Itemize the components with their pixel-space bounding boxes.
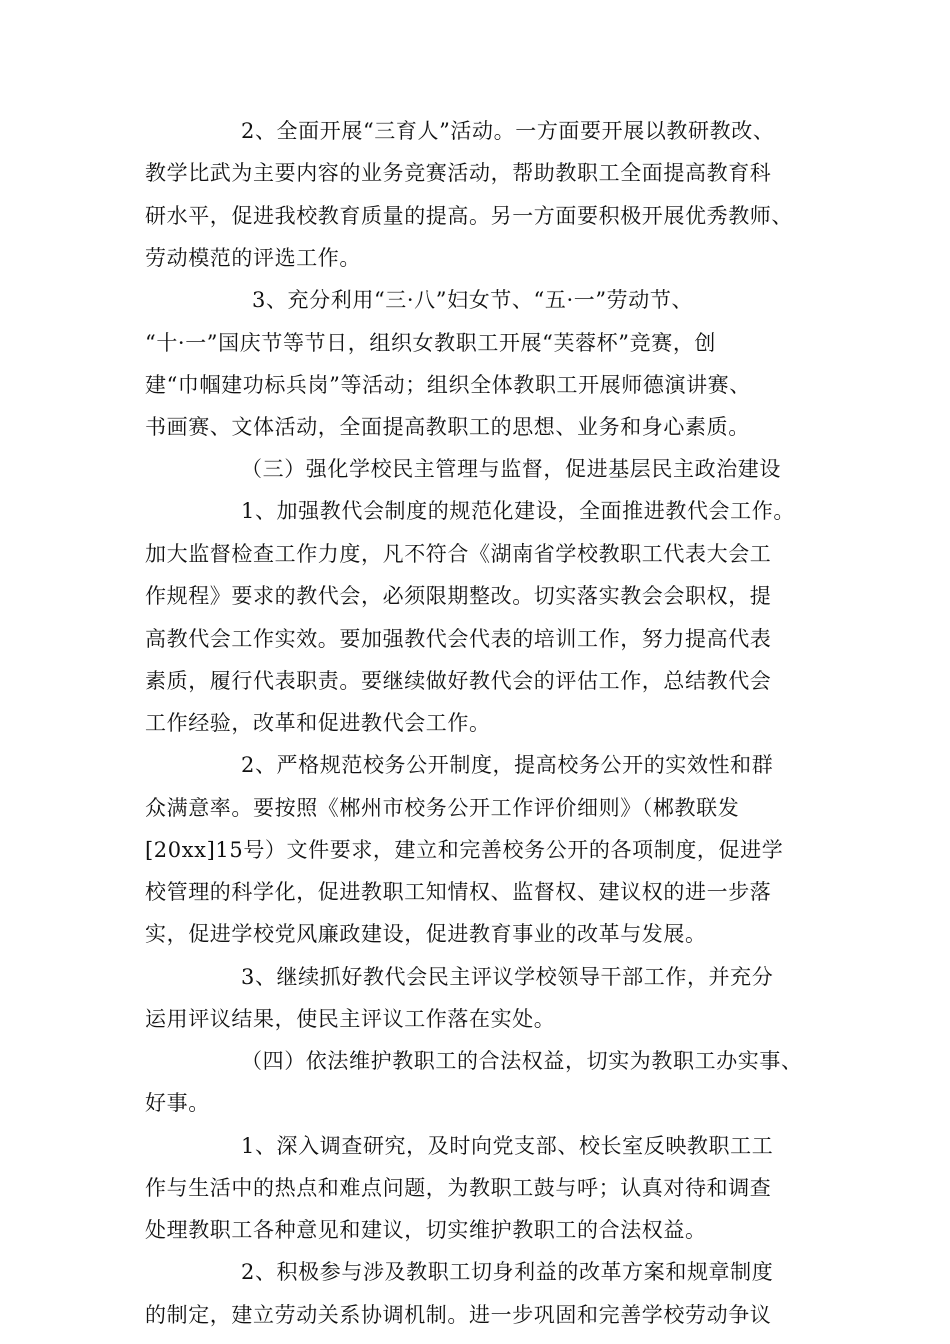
paragraph-line: 书画赛、文体活动，全面提高教职工的思想、业务和身心素质。 bbox=[145, 415, 750, 439]
paragraph-line: 2、全面开展“三育人”活动。一方面要开展以教研教改、 bbox=[241, 119, 775, 143]
paragraph-line: 加大监督检查工作力度，凡不符合《湖南省学校教职工代表大会工 bbox=[145, 542, 772, 566]
paragraph-line: 研水平，促进我校教育质量的提高。另一方面要积极开展优秀教师、 bbox=[145, 204, 793, 228]
section-heading: （四）依法维护教职工的合法权益，切实为教职工办实事、 bbox=[241, 1049, 803, 1073]
paragraph-line: 1、深入调查研究，及时向党支部、校长室反映教职工工 bbox=[241, 1134, 774, 1158]
paragraph-line: 3、充分利用“三·八”妇女节、“五·一”劳动节、 bbox=[252, 288, 694, 312]
paragraph-line: 作规程》要求的教代会，必须限期整改。切实落实教会会职权，提 bbox=[145, 584, 772, 608]
paragraph-line: [20xx]15号）文件要求，建立和完善校务公开的各项制度，促进学 bbox=[145, 838, 784, 862]
paragraph-line: 素质，履行代表职责。要继续做好教代会的评估工作，总结教代会 bbox=[145, 669, 772, 693]
paragraph-line: 处理教职工各种意见和建议，切实维护教职工的合法权益。 bbox=[145, 1218, 707, 1242]
paragraph-line: 2、严格规范校务公开制度，提高校务公开的实效性和群 bbox=[241, 753, 774, 777]
paragraph-line: 高教代会工作实效。要加强教代会代表的培训工作，努力提高代表 bbox=[145, 627, 772, 651]
paragraph-line: 建“巾帼建功标兵岗”等活动；组织全体教职工开展师德演讲赛、 bbox=[145, 373, 751, 397]
paragraph-line: 运用评议结果，使民主评议工作落在实处。 bbox=[145, 1007, 556, 1031]
paragraph-line: 的制定，建立劳动关系协调机制。进一步巩固和完善学校劳动争议 bbox=[145, 1303, 772, 1327]
paragraph-line: 劳动模范的评选工作。 bbox=[145, 246, 361, 270]
paragraph-line: 2、积极参与涉及教职工切身利益的改革方案和规章制度 bbox=[241, 1260, 774, 1284]
section-heading: （三）强化学校民主管理与监督，促进基层民主政治建设 bbox=[241, 457, 781, 481]
paragraph-line: “十·一”国庆节等节日，组织女教职工开展“芙蓉杯”竞赛，创 bbox=[145, 331, 717, 355]
paragraph-line: 教学比武为主要内容的业务竞赛活动，帮助教职工全面提高教育科 bbox=[145, 161, 772, 185]
paragraph-line: 校管理的科学化，促进教职工知情权、监督权、建议权的进一步落 bbox=[145, 880, 772, 904]
paragraph-line: 1、加强教代会制度的规范化建设，全面推进教代会工作。 bbox=[241, 499, 795, 523]
paragraph-line: 实，促进学校党风廉政建设，促进教育事业的改革与发展。 bbox=[145, 922, 707, 946]
paragraph-line: 众满意率。要按照《郴州市校务公开工作评价细则》（郴教联发 bbox=[145, 796, 740, 820]
paragraph-line: 作与生活中的热点和难点问题，为教职工鼓与呼；认真对待和调查 bbox=[145, 1176, 772, 1200]
section-heading: 好事。 bbox=[145, 1091, 210, 1115]
paragraph-line: 3、继续抓好教代会民主评议学校领导干部工作，并充分 bbox=[241, 965, 774, 989]
paragraph-line: 工作经验，改革和促进教代会工作。 bbox=[145, 711, 491, 735]
